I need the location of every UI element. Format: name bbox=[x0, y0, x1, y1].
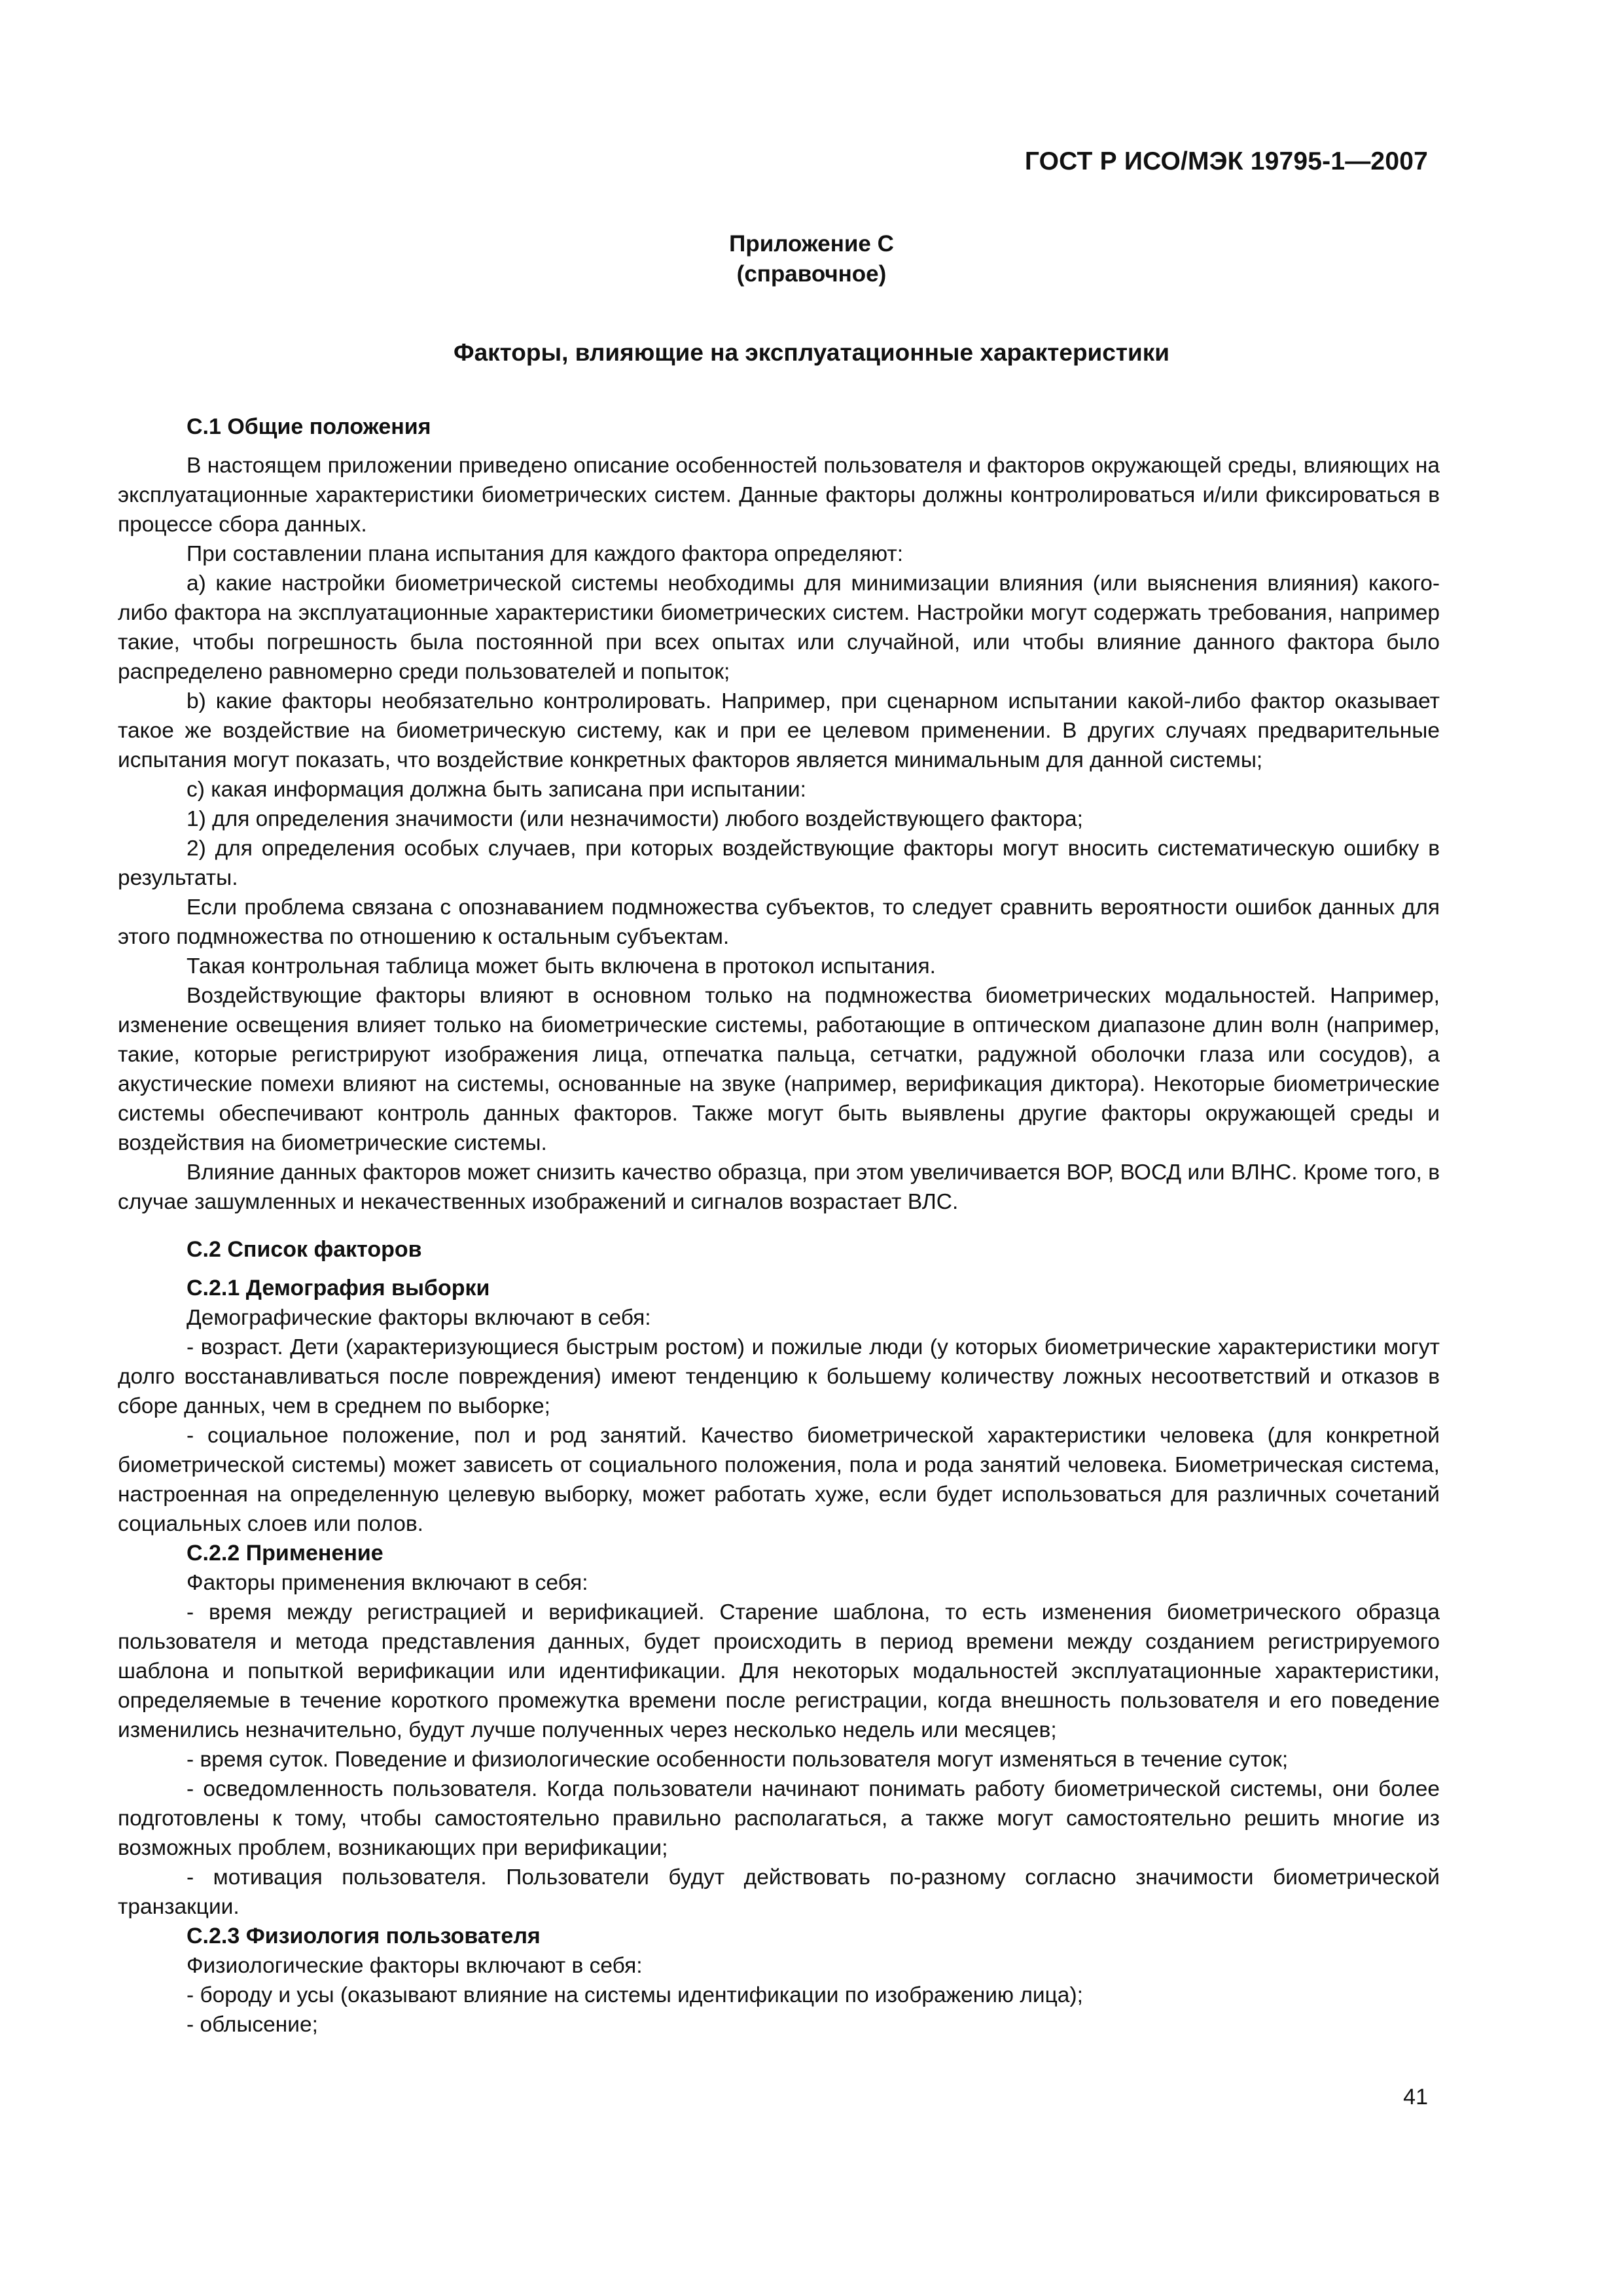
paragraph: Воздействующие факторы влияют в основном только на подмножества биометрических модальностей. Например, изменение освещения влияет только на биометрические системы, работающие в оптическом диапазоне длин волн (например, такие, которые регистрируют изображения лица, отпечатка пальца, сетчатки, радужной оболочки глаза или сосудов), а акустические помехи влияют на системы, основанные на звуке (например, верификация диктора). Некоторые биометрические системы обеспечивают контроль данных факторов. Также могут быть выявлены другие факторы окружающей среды и воздействия на биометрические системы. bbox=[118, 984, 1440, 1155]
paragraph: При составлении плана испытания для каждого фактора определяют: bbox=[187, 542, 904, 566]
annex-title: Факторы, влияющие на эксплуатационные характеристики bbox=[453, 339, 1169, 366]
section-heading-c1: С.1 Общие положения bbox=[187, 414, 431, 439]
list-item-b: b) какие факторы необязательно контролировать. Например, при сценарном испытании какой-либо фактор оказывает такое же воздействие на биометрическую систему, как и при ее целевом применении. В других случаях предварительные испытания могут показать, что воздействие конкретных факторов является минимальным для данной системы; bbox=[118, 689, 1440, 772]
paragraph: В настоящем приложении приведено описание особенностей пользователя и факторов окружающей среды, влияющих на эксплуатационные характеристики биометрических систем. Данные факторы должны контролироваться и/или фиксироваться в процессе сбора данных. bbox=[118, 454, 1440, 537]
annex-label: Приложение С bbox=[729, 231, 894, 257]
list-item: - бороду и усы (оказывают влияние на системы идентификации по изображению лица); bbox=[187, 1983, 1083, 2007]
paragraph: Физиологические факторы включают в себя: bbox=[187, 1954, 643, 1978]
page-number: 41 bbox=[1403, 2085, 1428, 2109]
list-item-c: c) какая информация должна быть записана при испытании: bbox=[187, 778, 806, 802]
section-heading-c2: С.2 Список факторов bbox=[187, 1237, 422, 1262]
list-item: - возраст. Дети (характеризующиеся быстрым ростом) и пожилые люди (у которых биометрические характеристики могут долго восстанавливаться после повреждения) имеют тенденцию к большему количеству ложных несоответствий и отказов в сборе данных, чем в среднем по выборке; bbox=[118, 1335, 1440, 1418]
paragraph: Факторы применения включают в себя: bbox=[187, 1571, 588, 1595]
subsection-heading-c21: С.2.1 Демография выборки bbox=[187, 1276, 490, 1300]
standard-header: ГОСТ Р ИСО/МЭК 19795-1—2007 bbox=[1024, 147, 1428, 175]
annex-status: (справочное) bbox=[736, 261, 887, 287]
subsection-heading-c23: С.2.3 Физиология пользователя bbox=[187, 1924, 541, 1948]
list-item: - время суток. Поведение и физиологические особенности пользователя могут изменяться в течение суток; bbox=[187, 1748, 1289, 1772]
list-item: - осведомленность пользователя. Когда пользователи начинают понимать работу биометрической системы, они более подготовлены к тому, чтобы самостоятельно правильно располагаться, а также могут самостоятельно решить многие из возможных проблем, возникающих при верификации; bbox=[118, 1777, 1440, 1860]
paragraph: Если проблема связана с опознаванием подмножества субъектов, то следует сравнить вероятности ошибок данных для этого подмножества по отношению к остальным субъектам. bbox=[118, 895, 1440, 949]
list-item-1: 1) для определения значимости (или незначимости) любого воздействующего фактора; bbox=[187, 807, 1083, 831]
annex-heading bbox=[118, 229, 1505, 289]
list-item: - облысение; bbox=[187, 2013, 318, 2037]
list-item-a: a) какие настройки биометрической системы необходимы для минимизации влияния (или выяснения влияния) какого-либо фактора на эксплуатационные характеристики биометрических систем. Настройки могут содержать требования, например такие, чтобы погрешность была постоянной при всех опытах или случайной, или чтобы влияние данного фактора было распределено равномерно среди пользователей и попыток; bbox=[118, 571, 1440, 684]
paragraph: Демографические факторы включают в себя: bbox=[187, 1306, 651, 1330]
paragraph: Такая контрольная таблица может быть включена в протокол испытания. bbox=[187, 954, 936, 978]
list-item: - социальное положение, пол и род занятий. Качество биометрической характеристики человека (для конкретной биометрической системы) может зависеть от социального положения, пола и рода занятий человека. Биометрическая система, настроенная на определенную целевую выборку, может работать хуже, если будет использоваться для различных сочетаний социальных слоев или полов. bbox=[118, 1424, 1440, 1536]
list-item: - мотивация пользователя. Пользователи будут действовать по-разному согласно значимости биометрической транзакции. bbox=[118, 1865, 1440, 1919]
document-body bbox=[118, 412, 1440, 2039]
list-item: - время между регистрацией и верификацией. Старение шаблона, то есть изменения биометрического образца пользователя и метода представления данных, будет происходить в период времени между созданием регистрируемого шаблона и попыткой верификации или идентификации. Для некоторых модальностей эксплуатационные характеристики, определяемые в течение короткого промежутка времени после регистрации, когда внешность пользователя и его поведение изменились незначительно, будут лучше полученных через несколько недель или месяцев; bbox=[118, 1600, 1440, 1742]
list-item-2: 2) для определения особых случаев, при которых воздействующие факторы могут вносить систематическую ошибку в результаты. bbox=[118, 836, 1440, 890]
paragraph: Влияние данных факторов может снизить качество образца, при этом увеличивается ВОР, ВОСД или ВЛНС. Кроме того, в случае зашумленных и некачественных изображений и сигналов возрастает ВЛС. bbox=[118, 1160, 1440, 1214]
subsection-heading-c22: С.2.2 Применение bbox=[187, 1541, 383, 1566]
